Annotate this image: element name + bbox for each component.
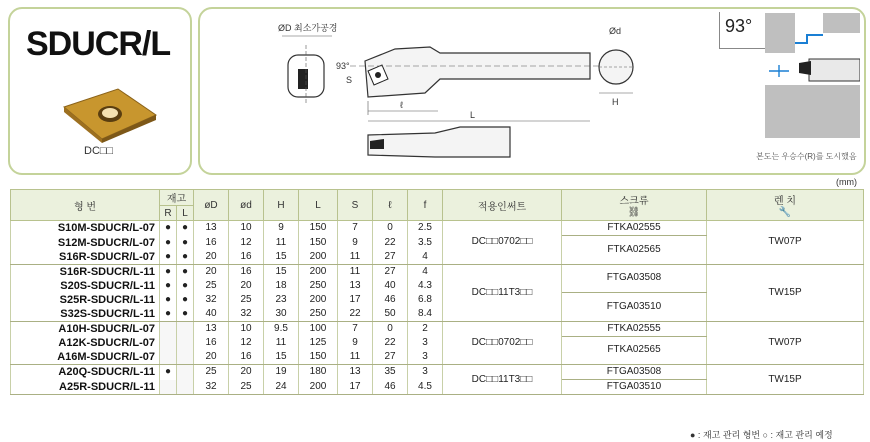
d-cell: 25 [229, 380, 264, 395]
screw-cell: FTKA02565 [562, 236, 707, 265]
stock-l-cell: ● [177, 250, 194, 265]
f-cell: 3 [408, 365, 443, 380]
stock-r-cell [160, 380, 177, 395]
d-cell: 16 [229, 250, 264, 265]
screw-header-label: 스크류 [619, 196, 649, 207]
stock-r-cell: ● [160, 293, 177, 307]
stock-l-cell [177, 365, 194, 380]
angle-box [719, 12, 766, 49]
dim-l-label: L [470, 110, 476, 120]
h-cell: 15 [264, 250, 299, 265]
od-cell: 20 [194, 264, 229, 279]
od-cell: 16 [194, 236, 229, 250]
table-row [11, 264, 864, 279]
wrench-header-label: 렌 치 [773, 196, 797, 207]
stock-l-cell [177, 321, 194, 336]
dim-h-label: H [612, 97, 619, 107]
f-cell: 6.8 [408, 293, 443, 307]
d-cell: 25 [229, 293, 264, 307]
col-l: L [299, 190, 338, 221]
col-od: øD [194, 190, 229, 221]
insert-cell: DC□□11T3□□ [443, 264, 562, 321]
wrench-cell: TW07P [707, 221, 864, 265]
model-cell: S25R-SDUCR/L-11 [11, 293, 160, 307]
model-cell: S12M-SDUCR/L-07 [11, 236, 160, 250]
dim-lsmall-label: ℓ [400, 100, 403, 110]
stock-l-cell: ● [177, 293, 194, 307]
d-cell: 20 [229, 279, 264, 293]
l-cell: 200 [299, 380, 338, 395]
lsmall-cell: 22 [373, 336, 408, 350]
drawing-panel [198, 7, 866, 175]
l-cell: 150 [299, 350, 338, 365]
col-insert: 적용인써트 [443, 190, 562, 221]
s-cell: 17 [338, 380, 373, 395]
s-cell: 11 [338, 350, 373, 365]
h-cell: 18 [264, 279, 299, 293]
model-cell: S10M-SDUCR/L-07 [11, 221, 160, 236]
lsmall-cell: 46 [373, 293, 408, 307]
s-cell: 7 [338, 221, 373, 236]
screw-cell: FTKA02555 [562, 221, 707, 236]
model-cell: S20S-SDUCR/L-11 [11, 279, 160, 293]
col-stock: 재고 [160, 190, 194, 206]
angle-label: 93° [725, 16, 753, 36]
od-cell: 16 [194, 336, 229, 350]
l-cell: 150 [299, 221, 338, 236]
h-cell: 11 [264, 336, 299, 350]
stock-r-cell [160, 336, 177, 350]
drawing-note: 본도는 우승수(R)를 도시했음 [756, 152, 857, 161]
col-wrench [707, 190, 864, 221]
stock-l-cell: ● [177, 221, 194, 236]
s-cell: 9 [338, 336, 373, 350]
stock-l-cell [177, 380, 194, 395]
od-cell: 32 [194, 380, 229, 395]
h-cell: 24 [264, 380, 299, 395]
f-cell: 4 [408, 250, 443, 265]
od-cell: 20 [194, 250, 229, 265]
f-cell: 3 [408, 350, 443, 365]
l-cell: 250 [299, 279, 338, 293]
od-note: ØD 최소가공경 [278, 23, 338, 33]
angle-small-label: 93° [336, 61, 350, 71]
lsmall-cell: 35 [373, 365, 408, 380]
lsmall-cell: 0 [373, 321, 408, 336]
s-cell: 13 [338, 279, 373, 293]
wrench-cell: TW15P [707, 365, 864, 395]
stock-r-cell: ● [160, 236, 177, 250]
l-cell: 250 [299, 307, 338, 322]
tool-drawing [200, 9, 760, 169]
stock-r-cell [160, 350, 177, 365]
stock-r-cell: ● [160, 250, 177, 265]
page-title: SDUCR/L [26, 25, 171, 63]
d-cell: 32 [229, 307, 264, 322]
lsmall-cell: 46 [373, 380, 408, 395]
s-cell: 13 [338, 365, 373, 380]
l-cell: 200 [299, 250, 338, 265]
h-cell: 15 [264, 350, 299, 365]
insert-image [60, 85, 160, 143]
lsmall-cell: 27 [373, 250, 408, 265]
screw-cell: FTGA03510 [562, 380, 707, 395]
stock-l-cell: ● [177, 236, 194, 250]
f-cell: 3.5 [408, 236, 443, 250]
screw-cell: FTGA03510 [562, 293, 707, 322]
col-f: f [408, 190, 443, 221]
dim-d-label: Ød [609, 26, 622, 36]
col-stock-r: R [160, 206, 177, 221]
insert-cell: DC□□0702□□ [443, 321, 562, 365]
lsmall-cell: 40 [373, 279, 408, 293]
insert-label: DC□□ [84, 145, 114, 157]
model-cell: A16M-SDUCR/L-07 [11, 350, 160, 365]
d-cell: 20 [229, 365, 264, 380]
s-cell: 9 [338, 236, 373, 250]
col-screw [562, 190, 707, 221]
l-cell: 180 [299, 365, 338, 380]
l-cell: 150 [299, 236, 338, 250]
stock-l-cell: ● [177, 279, 194, 293]
h-cell: 30 [264, 307, 299, 322]
f-cell: 4.5 [408, 380, 443, 395]
model-cell: S16R-SDUCR/L-07 [11, 250, 160, 265]
stock-r-cell: ● [160, 221, 177, 236]
f-cell: 4.3 [408, 279, 443, 293]
l-cell: 200 [299, 293, 338, 307]
spec-table [10, 189, 864, 395]
s-cell: 7 [338, 321, 373, 336]
insert-cell: DC□□11T3□□ [443, 365, 562, 395]
d-cell: 16 [229, 264, 264, 279]
insert-cell: DC□□0702□□ [443, 221, 562, 265]
od-cell: 40 [194, 307, 229, 322]
col-s: S [338, 190, 373, 221]
s-cell: 11 [338, 264, 373, 279]
f-cell: 2.5 [408, 221, 443, 236]
h-cell: 23 [264, 293, 299, 307]
model-cell: S16R-SDUCR/L-11 [11, 264, 160, 279]
d-cell: 10 [229, 221, 264, 236]
d-cell: 10 [229, 321, 264, 336]
h-cell: 9 [264, 221, 299, 236]
screw-cell: FTKA02565 [562, 336, 707, 365]
model-cell: A20Q-SDUCR/L-11 [11, 365, 160, 380]
stock-r-cell: ● [160, 307, 177, 322]
table-row [11, 321, 864, 336]
boring-diagram [765, 13, 860, 138]
stock-r-cell: ● [160, 365, 177, 380]
lsmall-cell: 27 [373, 350, 408, 365]
od-cell: 25 [194, 279, 229, 293]
model-cell: S32S-SDUCR/L-11 [11, 307, 160, 322]
f-cell: 3 [408, 336, 443, 350]
s-cell: 17 [338, 293, 373, 307]
s-cell: 22 [338, 307, 373, 322]
title-panel [8, 7, 192, 175]
wrench-cell: TW15P [707, 264, 864, 321]
screw-cell: FTGA03508 [562, 365, 707, 380]
unit-label: (mm) [836, 177, 857, 187]
f-cell: 2 [408, 321, 443, 336]
l-cell: 100 [299, 321, 338, 336]
wrench-icon: 🔧 [778, 207, 792, 218]
od-cell: 25 [194, 365, 229, 380]
stock-l-cell [177, 350, 194, 365]
model-cell: A12K-SDUCR/L-07 [11, 336, 160, 350]
col-d: ød [229, 190, 264, 221]
h-cell: 11 [264, 236, 299, 250]
screw-cell: FTGA03508 [562, 264, 707, 293]
od-cell: 32 [194, 293, 229, 307]
screw-icon: ⛓ [627, 207, 641, 218]
d-cell: 16 [229, 350, 264, 365]
stock-r-cell [160, 321, 177, 336]
od-cell: 20 [194, 350, 229, 365]
h-cell: 19 [264, 365, 299, 380]
f-cell: 4 [408, 264, 443, 279]
wrench-cell: TW07P [707, 321, 864, 365]
col-h: H [264, 190, 299, 221]
lsmall-cell: 27 [373, 264, 408, 279]
model-cell: A10H-SDUCR/L-07 [11, 321, 160, 336]
col-model: 형 번 [11, 190, 160, 221]
l-cell: 125 [299, 336, 338, 350]
screw-cell: FTKA02555 [562, 321, 707, 336]
f-cell: 8.4 [408, 307, 443, 322]
dim-s-label: S [346, 75, 353, 85]
od-cell: 13 [194, 321, 229, 336]
lsmall-cell: 22 [373, 236, 408, 250]
l-cell: 200 [299, 264, 338, 279]
s-cell: 11 [338, 250, 373, 265]
d-cell: 12 [229, 336, 264, 350]
h-cell: 15 [264, 264, 299, 279]
stock-l-cell: ● [177, 264, 194, 279]
stock-r-cell: ● [160, 264, 177, 279]
h-cell: 9.5 [264, 321, 299, 336]
table-row [11, 365, 864, 380]
lsmall-cell: 50 [373, 307, 408, 322]
stock-l-cell [177, 336, 194, 350]
lsmall-cell: 0 [373, 221, 408, 236]
table-row [11, 221, 864, 236]
stock-r-cell: ● [160, 279, 177, 293]
col-stock-l: L [177, 206, 194, 221]
d-cell: 12 [229, 236, 264, 250]
od-cell: 13 [194, 221, 229, 236]
stock-l-cell: ● [177, 307, 194, 322]
col-lsmall: ℓ [373, 190, 408, 221]
model-cell: A25R-SDUCR/L-11 [11, 380, 160, 395]
stock-legend: ● : 재고 관리 형번 ○ : 재고 관리 예정 [690, 430, 833, 440]
